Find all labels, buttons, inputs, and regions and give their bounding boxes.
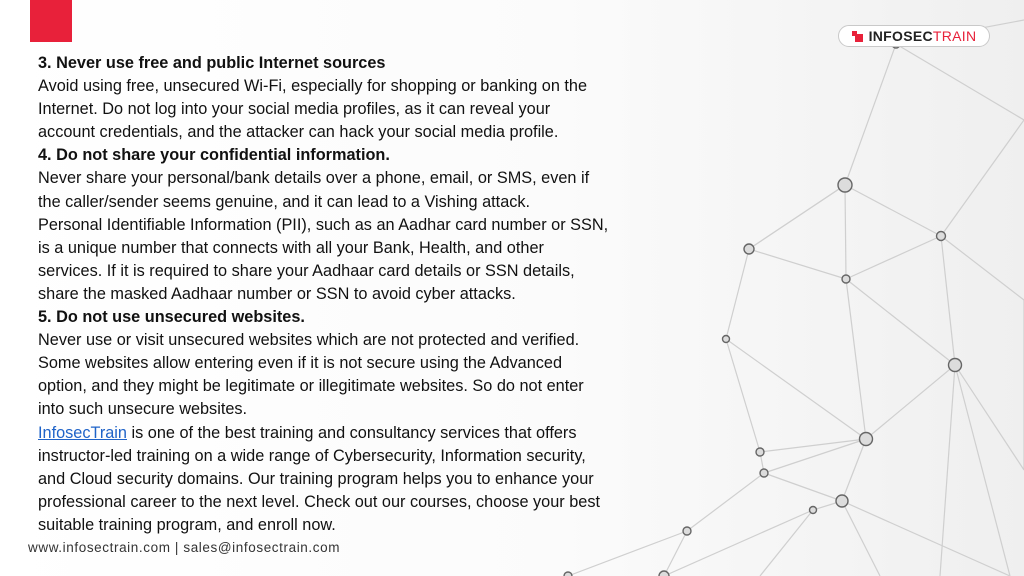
paragraph-line: Never use or visit unsecured websites which are not protected and verified. — [38, 331, 580, 350]
network-node — [937, 232, 946, 241]
paragraph-line: instructor-led training on a wide range of Cybersecurity, Information security, — [38, 446, 586, 465]
paragraph-line: the caller/sender seems genuine, and it can lead to a Vishing attack. — [38, 192, 531, 211]
network-node — [810, 507, 817, 514]
network-edge — [760, 510, 813, 576]
network-node — [842, 275, 850, 283]
network-node — [860, 433, 873, 446]
network-node — [683, 527, 691, 535]
network-edge — [749, 185, 845, 249]
paragraph-line: professional career to the next level. Check out our courses, choose your best — [38, 492, 601, 511]
article-body — [38, 52, 658, 537]
network-edge — [568, 531, 687, 576]
network-edge — [664, 510, 813, 576]
network-edge — [726, 249, 749, 339]
paragraph-line: into such unsecure websites. — [38, 400, 248, 419]
paragraph-line: share the masked Aadhaar number or SSN to avoid cyber attacks. — [38, 284, 516, 303]
logo-text-primary: INFOSEC — [868, 28, 933, 44]
paragraph-line: services. If it is required to share your Aadhaar card details or SSN details, — [38, 261, 575, 280]
network-node — [838, 178, 852, 192]
network-edge — [749, 249, 846, 279]
network-node — [756, 448, 764, 456]
infosectrain-logo — [838, 25, 990, 47]
logo-text-accent: TRAIN — [932, 28, 977, 44]
infosectrain-link[interactable]: InfosecTrain — [38, 423, 127, 442]
network-edge — [845, 185, 846, 279]
paragraph-line: Never share your personal/bank details over a phone, email, or SMS, even if — [38, 169, 590, 188]
network-edge — [955, 365, 1010, 576]
network-edge — [764, 439, 866, 473]
network-edge — [955, 365, 1024, 470]
closing-line-text: is one of the best training and consultancy services that offers — [126, 423, 577, 442]
paragraph-line: option, and they might be legitimate or illegitimate websites. So do not enter — [38, 377, 584, 396]
network-edge — [846, 279, 955, 365]
network-edge — [940, 365, 955, 576]
paragraph-line: suitable training program, and enroll now. — [38, 515, 336, 534]
section-heading: 5. Do not use unsecured websites. — [38, 308, 305, 327]
network-edge — [687, 473, 764, 531]
footer-contact: www.infosectrain.com | sales@infosectrain.com — [28, 540, 341, 555]
network-edge — [846, 279, 866, 439]
network-node — [659, 571, 669, 576]
paragraph-line: is a unique number that connects with all your Bank, Health, and other — [38, 238, 544, 257]
network-edge — [842, 501, 1010, 576]
logo-mark-icon — [852, 31, 863, 42]
network-node — [836, 495, 848, 507]
network-edge — [846, 236, 941, 279]
section-heading: 3. Never use free and public Internet sources — [38, 54, 386, 72]
network-edge — [764, 473, 842, 501]
paragraph-line: Avoid using free, unsecured Wi-Fi, especially for shopping or banking on the — [38, 77, 588, 96]
network-edge — [842, 501, 880, 576]
network-edge — [866, 365, 955, 439]
network-edge — [941, 120, 1024, 236]
network-edge — [664, 531, 687, 576]
network-node — [564, 572, 572, 576]
network-node — [760, 469, 768, 477]
paragraph-line: Personal Identifiable Information (PII), such as an Aadhar card number or SSN, — [38, 215, 609, 234]
network-edge — [845, 44, 896, 185]
network-node — [949, 359, 962, 372]
network-edge — [842, 439, 866, 501]
closing-line — [38, 422, 658, 445]
network-edge — [760, 439, 866, 452]
section-heading: 4. Do not share your confidential information. — [38, 146, 390, 165]
network-edge — [896, 44, 1024, 120]
network-node — [744, 244, 754, 254]
network-edge — [845, 185, 941, 236]
network-edge — [941, 236, 955, 365]
paragraph-line: Some websites allow entering even if it is not secure using the Advanced — [38, 354, 563, 373]
paragraph-line: Internet. Do not log into your social media profiles, as it can reveal your — [38, 100, 551, 119]
network-edge — [726, 339, 866, 439]
network-edge — [941, 236, 1024, 300]
network-edge — [726, 339, 760, 452]
network-node — [723, 336, 730, 343]
paragraph-line: account credentials, and the attacker can hack your social media profile. — [38, 123, 559, 142]
paragraph-line: and Cloud security domains. Our training program helps you to enhance your — [38, 469, 594, 488]
